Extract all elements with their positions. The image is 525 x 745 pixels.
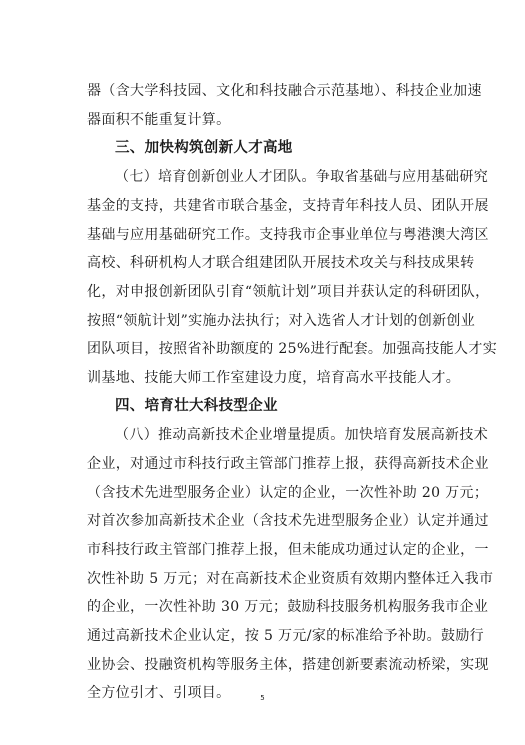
paragraph-line: 基础与应用基础研究工作。支持我市企事业单位与粤港澳大湾区 xyxy=(87,227,489,243)
paragraph-line: 按照“领航计划”实施办法执行；对入选省人才计划的创新创业 xyxy=(87,313,476,329)
paragraph-line: 市科技行政主管部门推荐上报，但未能成功通过认定的企业，一 xyxy=(87,542,489,558)
paragraph-line: （八）推动高新技术企业增量提质。加快培育发展高新技术 xyxy=(115,427,489,443)
paragraph-line: 业协会、投融资机构等服务主体，搭建创新要素流动桥梁，实现 xyxy=(87,657,489,673)
paragraph-line: 次性补助 5 万元；对在高新技术企业资质有效期内整体迁入我市 xyxy=(87,571,494,587)
paragraph-line: 高校、科研机构人才联合组建团队开展技术攻关与科技成果转 xyxy=(87,255,475,271)
page-number: 5 xyxy=(260,694,265,702)
paragraph-line: 器（含大学科技园、文化和科技融合示范基地）、科技企业加速 xyxy=(87,83,482,99)
paragraph-line: （七）培育创新创业人才团队。争取省基础与应用基础研究 xyxy=(115,169,489,185)
paragraph-line: 通过高新技术企业认定，按 5 万元/家的标准给予补助。鼓励行 xyxy=(87,628,485,644)
paragraph-line: （含技术先进型服务企业）认定的企业，一次性补助 20 万元； xyxy=(87,485,489,501)
paragraph-line: 训基地、技能大师工作室建设力度，培育高水平技能人才。 xyxy=(87,370,461,386)
paragraph-line: 全方位引才、引项目。 xyxy=(87,685,231,701)
paragraph-line: 器面积不能重复计算。 xyxy=(87,112,231,128)
paragraph-line: 企业，对通过市科技行政主管部门推荐上报，获得高新技术企业 xyxy=(87,456,489,472)
section-heading-3: 三、加快构筑创新人才高地 xyxy=(115,140,293,156)
paragraph-line: 化，对申报创新团队引育“领航计划”项目并获认定的科研团队， xyxy=(87,284,490,300)
paragraph-line: 团队项目，按照省补助额度的 25%进行配套。加强高技能人才实 xyxy=(87,341,498,357)
paragraph-line: 对首次参加高新技术企业（含技术先进型服务企业）认定并通过 xyxy=(87,513,489,529)
section-heading-4: 四、培育壮大科技型企业 xyxy=(115,398,278,414)
paragraph-line: 基金的支持，共建省市联合基金，支持青年科技人员、团队开展 xyxy=(87,198,489,214)
paragraph-line: 的企业，一次性补助 30 万元；鼓励科技服务机构服务我市企业 xyxy=(87,599,489,615)
